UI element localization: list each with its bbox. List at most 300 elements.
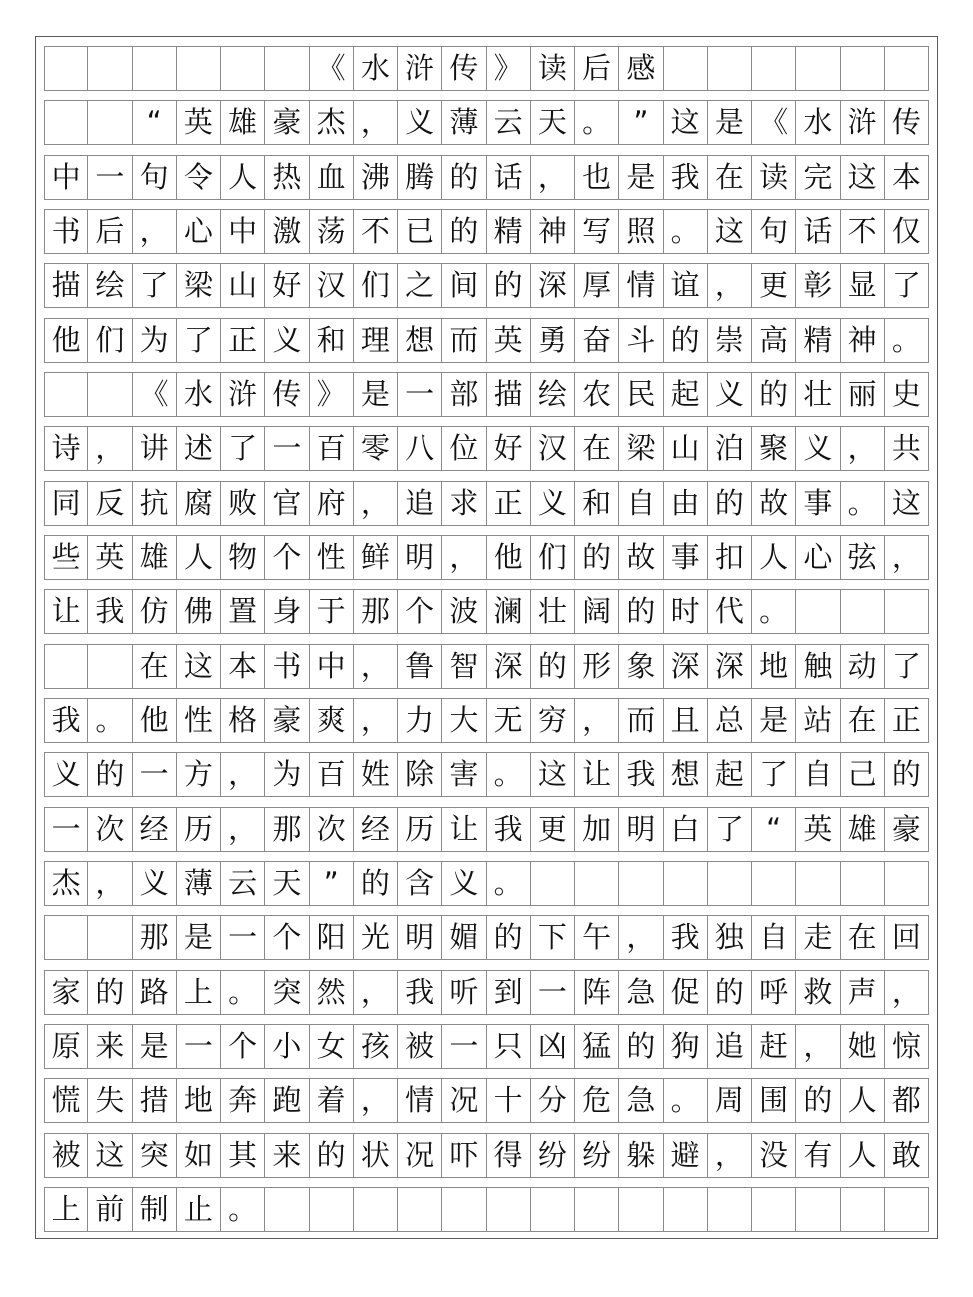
grid-cell [487,1187,531,1232]
grid-cell: 了 [708,807,752,852]
grid-cell: 除 [398,752,442,797]
grid-cell: 力 [398,698,442,743]
grid-cell: 义 [442,861,486,906]
grid-cell: 热 [265,155,309,200]
grid-cell: 们 [88,318,132,363]
grid-cell: 之 [398,263,442,308]
grid-cell: 精 [796,318,840,363]
grid-cell [44,915,88,960]
grid-cell: 高 [752,318,796,363]
grid-cell: 一 [531,970,575,1015]
grid-cell [796,1187,840,1232]
grid-cell: 纷 [531,1133,575,1178]
grid-cell [531,861,575,906]
grid-cell [841,589,885,634]
grid-cell: 汉 [531,426,575,471]
grid-cell: 民 [619,372,663,417]
grid-cell: 这 [841,155,885,200]
grid-cell: 薄 [442,100,486,145]
grid-cell: 她 [841,1024,885,1069]
grid-cell: 下 [531,915,575,960]
grid-cell [796,861,840,906]
grid-cell: 我 [88,589,132,634]
grid-cell: 描 [44,263,88,308]
grid-cell: 了 [752,752,796,797]
grid-cell: 事 [796,481,840,526]
grid-cell: ， [354,698,398,743]
grid-cell: 他 [44,318,88,363]
grid-cell: 一 [133,752,177,797]
grid-cell: 了 [177,318,221,363]
grid-cell: 崇 [708,318,752,363]
grid-cell: 显 [841,263,885,308]
grid-cell: 在 [575,426,619,471]
grid-cell: ， [531,155,575,200]
grid-cell: 义 [133,861,177,906]
grid-row [44,861,929,906]
grid-cell: 人 [752,535,796,580]
grid-cell: 水 [354,46,398,91]
grid-cell: 由 [664,481,708,526]
grid-cell: 是 [133,1024,177,1069]
grid-cell: 雄 [133,535,177,580]
grid-cell: 中 [44,155,88,200]
grid-cell: 姓 [354,752,398,797]
grid-cell: 触 [796,644,840,689]
grid-cell: 雄 [221,100,265,145]
grid-cell: 奋 [575,318,619,363]
grid-cell: 起 [708,752,752,797]
grid-row [44,372,929,417]
grid-cell: 府 [310,481,354,526]
grid-cell: 走 [796,915,840,960]
grid-cell: 败 [221,481,265,526]
grid-cell: 澜 [487,589,531,634]
grid-cell: 传 [885,100,929,145]
grid-row [44,752,929,797]
grid-cell: ， [354,1078,398,1123]
grid-cell: 豪 [885,807,929,852]
grid-cell: 们 [354,263,398,308]
grid-cell: 为 [133,318,177,363]
grid-cell [398,1187,442,1232]
grid-cell [885,1187,929,1232]
grid-row [44,481,929,526]
grid-cell: 沸 [354,155,398,200]
grid-cell: 不 [841,209,885,254]
grid-cell: 精 [487,209,531,254]
grid-cell: 的 [708,970,752,1015]
grid-cell: 书 [44,209,88,254]
grid-cell: 人 [221,155,265,200]
grid-cell: 是 [354,372,398,417]
grid-cell: 正 [221,318,265,363]
grid-cell: 些 [44,535,88,580]
grid-cell: 我 [664,155,708,200]
grid-cell: 义 [44,752,88,797]
grid-cell: 阔 [575,589,619,634]
grid-cell: ” [310,861,354,906]
grid-cell [88,915,132,960]
grid-cell: 的 [531,644,575,689]
grid-row [44,698,929,743]
grid-cell [177,46,221,91]
grid-cell: 穷 [531,698,575,743]
grid-cell: 急 [619,970,663,1015]
grid-cell: 《 [310,46,354,91]
grid-row [44,970,929,1015]
grid-cell [575,861,619,906]
grid-cell: 狗 [664,1024,708,1069]
grid-cell [133,46,177,91]
grid-cell: 个 [221,1024,265,1069]
grid-cell: ， [708,263,752,308]
grid-cell [796,46,840,91]
grid-cell: 午 [575,915,619,960]
grid-cell: 的 [487,263,531,308]
grid-cell: 深 [708,644,752,689]
grid-cell: 媚 [442,915,486,960]
grid-cell: 爽 [310,698,354,743]
grid-cell: 深 [531,263,575,308]
grid-cell: 这 [708,209,752,254]
grid-cell: 声 [841,970,885,1015]
grid-cell: 壮 [531,589,575,634]
grid-cell: 正 [487,481,531,526]
grid-cell [752,1187,796,1232]
grid-cell [841,46,885,91]
essay-grid-sheet [35,36,938,1239]
grid-row [44,426,929,471]
grid-row [44,1187,929,1232]
grid-cell [354,1187,398,1232]
grid-cell: 义 [708,372,752,417]
grid-cell: ， [354,970,398,1015]
grid-cell: 措 [133,1078,177,1123]
grid-cell: 在 [841,698,885,743]
grid-cell: 吓 [442,1133,486,1178]
grid-cell: 前 [88,1187,132,1232]
grid-cell: ， [885,970,929,1015]
grid-cell: 小 [265,1024,309,1069]
grid-cell: 心 [177,209,221,254]
grid-cell: 的 [664,318,708,363]
grid-cell: ， [88,861,132,906]
grid-row [44,644,929,689]
grid-cell: 想 [664,752,708,797]
grid-cell: 一 [44,807,88,852]
grid-cell: 斗 [619,318,663,363]
grid-cell: 同 [44,481,88,526]
grid-cell: 腾 [398,155,442,200]
grid-cell: 完 [796,155,840,200]
grid-cell: 中 [221,209,265,254]
grid-cell: 是 [708,100,752,145]
grid-cell: 只 [487,1024,531,1069]
grid-cell: 人 [177,535,221,580]
grid-cell: 制 [133,1187,177,1232]
grid-cell: 人 [841,1133,885,1178]
grid-cell: 地 [752,644,796,689]
grid-cell: 天 [265,861,309,906]
grid-cell: 更 [752,263,796,308]
grid-cell: 的 [796,1078,840,1123]
grid-cell: 本 [885,155,929,200]
grid-cell: 想 [398,318,442,363]
grid-cell: 写 [575,209,619,254]
grid-cell [885,861,929,906]
grid-cell: 周 [708,1078,752,1123]
grid-cell: 自 [796,752,840,797]
grid-cell: 得 [487,1133,531,1178]
grid-cell: 白 [664,807,708,852]
grid-cell: 女 [310,1024,354,1069]
grid-cell: 述 [177,426,221,471]
grid-cell: 一 [221,915,265,960]
grid-cell [44,372,88,417]
grid-cell: 呼 [752,970,796,1015]
grid-cell: 》 [310,372,354,417]
grid-cell: 的 [88,752,132,797]
grid-cell: 中 [310,644,354,689]
grid-cell: 义 [265,318,309,363]
grid-cell: 杰 [44,861,88,906]
grid-cell: 官 [265,481,309,526]
grid-cell: 英 [177,100,221,145]
grid-cell: 绘 [531,372,575,417]
grid-cell: 浒 [841,100,885,145]
grid-cell: 跑 [265,1078,309,1123]
grid-cell: 《 [752,100,796,145]
grid-cell: ， [221,807,265,852]
grid-cell: 那 [354,589,398,634]
grid-cell [708,1187,752,1232]
grid-cell: 照 [619,209,663,254]
grid-cell: 腐 [177,481,221,526]
grid-cell: 他 [133,698,177,743]
grid-cell: 性 [310,535,354,580]
grid-row [44,263,929,308]
grid-cell: 部 [442,372,486,417]
grid-cell [841,861,885,906]
grid-cell: 突 [133,1133,177,1178]
grid-cell: 我 [44,698,88,743]
grid-cell: 他 [487,535,531,580]
grid-cell: 句 [133,155,177,200]
grid-cell: 大 [442,698,486,743]
grid-cell: 和 [310,318,354,363]
grid-cell [664,861,708,906]
grid-cell: 明 [398,915,442,960]
grid-cell: 深 [664,644,708,689]
grid-cell: 讲 [133,426,177,471]
grid-cell: 共 [885,426,929,471]
grid-cell: 已 [398,209,442,254]
grid-row [44,915,929,960]
grid-cell: 故 [619,535,663,580]
grid-cell: 。 [664,209,708,254]
grid-row [44,318,929,363]
grid-cell: 那 [265,807,309,852]
grid-cell [310,1187,354,1232]
grid-cell: 。 [752,589,796,634]
grid-cell: 豪 [265,698,309,743]
grid-cell: 豪 [265,100,309,145]
grid-cell: 诗 [44,426,88,471]
grid-cell: 们 [531,535,575,580]
grid-cell: 急 [619,1078,663,1123]
grid-cell: 总 [708,698,752,743]
grid-cell: 也 [575,155,619,200]
grid-cell: ， [88,426,132,471]
grid-cell: 天 [531,100,575,145]
grid-cell: 好 [487,426,531,471]
grid-cell [752,861,796,906]
grid-cell: 奔 [221,1078,265,1123]
grid-cell [44,100,88,145]
grid-cell: 厚 [575,263,619,308]
grid-cell: 让 [442,807,486,852]
grid-cell: 激 [265,209,309,254]
grid-cell: 身 [265,589,309,634]
grid-cell: 经 [354,807,398,852]
grid-cell: 义 [398,100,442,145]
grid-cell: 一 [398,372,442,417]
grid-cell: 农 [575,372,619,417]
grid-cell: 泊 [708,426,752,471]
grid-cell: 动 [841,644,885,689]
grid-cell: 后 [88,209,132,254]
grid-cell: 为 [265,752,309,797]
grid-cell: 个 [398,589,442,634]
grid-cell: 的 [442,155,486,200]
grid-cell: 勇 [531,318,575,363]
grid-cell: 水 [796,100,840,145]
grid-cell: 被 [44,1133,88,1178]
grid-cell: 明 [619,807,663,852]
grid-cell: 物 [221,535,265,580]
grid-cell: 。 [487,861,531,906]
grid-cell: 然 [310,970,354,1015]
grid-cell: 的 [885,752,929,797]
grid-cell: 危 [575,1078,619,1123]
grid-cell: 山 [221,263,265,308]
grid-cell [664,1187,708,1232]
grid-cell: 一 [442,1024,486,1069]
grid-cell: 零 [354,426,398,471]
grid-cell: 梁 [177,263,221,308]
grid-cell [442,1187,486,1232]
grid-cell: 读 [752,155,796,200]
grid-cell: 的 [708,481,752,526]
grid-cell: 代 [708,589,752,634]
grid-cell: 如 [177,1133,221,1178]
grid-cell: 阳 [310,915,354,960]
grid-cell: 赶 [752,1024,796,1069]
grid-cell: 英 [88,535,132,580]
grid-cell [708,46,752,91]
grid-cell: 和 [575,481,619,526]
grid-cell: 一 [177,1024,221,1069]
grid-cell: 正 [885,698,929,743]
grid-cell: 来 [265,1133,309,1178]
grid-cell: 《 [133,372,177,417]
grid-cell: 本 [221,644,265,689]
grid-cell: 且 [664,698,708,743]
grid-cell: 的 [354,861,398,906]
grid-cell: 况 [398,1133,442,1178]
grid-cell: 史 [885,372,929,417]
grid-cell: 我 [619,752,663,797]
grid-cell: 上 [44,1187,88,1232]
grid-cell: 仅 [885,209,929,254]
grid-cell: 梁 [619,426,663,471]
grid-cell: 这 [885,481,929,526]
grid-cell: 浒 [221,372,265,417]
grid-cell: 彰 [796,263,840,308]
grid-cell: 着 [310,1078,354,1123]
grid-cell: 救 [796,970,840,1015]
grid-cell: 阵 [575,970,619,1015]
grid-cell: 了 [885,263,929,308]
grid-cell: 绘 [88,263,132,308]
grid-cell: 义 [531,481,575,526]
grid-cell: 历 [177,807,221,852]
grid-cell: 让 [575,752,619,797]
grid-cell: 八 [398,426,442,471]
grid-cell: 害 [442,752,486,797]
grid-cell [885,46,929,91]
grid-cell: ” [619,100,663,145]
grid-cell [88,372,132,417]
grid-cell: 抗 [133,481,177,526]
grid-cell: 百 [310,426,354,471]
grid-cell: 话 [487,155,531,200]
grid-cell: 是 [752,698,796,743]
grid-cell: 好 [265,263,309,308]
grid-cell: 情 [619,263,663,308]
grid-cell: 被 [398,1024,442,1069]
grid-cell: 象 [619,644,663,689]
grid-cell: 弦 [841,535,885,580]
grid-cell: 个 [265,535,309,580]
grid-cell: 没 [752,1133,796,1178]
grid-cell: 扣 [708,535,752,580]
grid-cell: 的 [619,1024,663,1069]
grid-cell: 在 [841,915,885,960]
grid-cell: 求 [442,481,486,526]
grid-cell: 加 [575,807,619,852]
grid-cell: 我 [664,915,708,960]
grid-cell: 理 [354,318,398,363]
grid-cell: 慌 [44,1078,88,1123]
grid-cell: 英 [796,807,840,852]
grid-cell: 分 [531,1078,575,1123]
grid-cell: 我 [398,970,442,1015]
grid-row [44,155,929,200]
grid-cell: ， [354,481,398,526]
grid-cell [531,1187,575,1232]
grid-cell: 了 [885,644,929,689]
grid-cell: 的 [88,970,132,1015]
grid-cell: 书 [265,644,309,689]
grid-cell [265,46,309,91]
grid-cell: 促 [664,970,708,1015]
grid-cell: 神 [841,318,885,363]
grid-cell: 百 [310,752,354,797]
grid-cell: 次 [310,807,354,852]
grid-cell: 了 [133,263,177,308]
